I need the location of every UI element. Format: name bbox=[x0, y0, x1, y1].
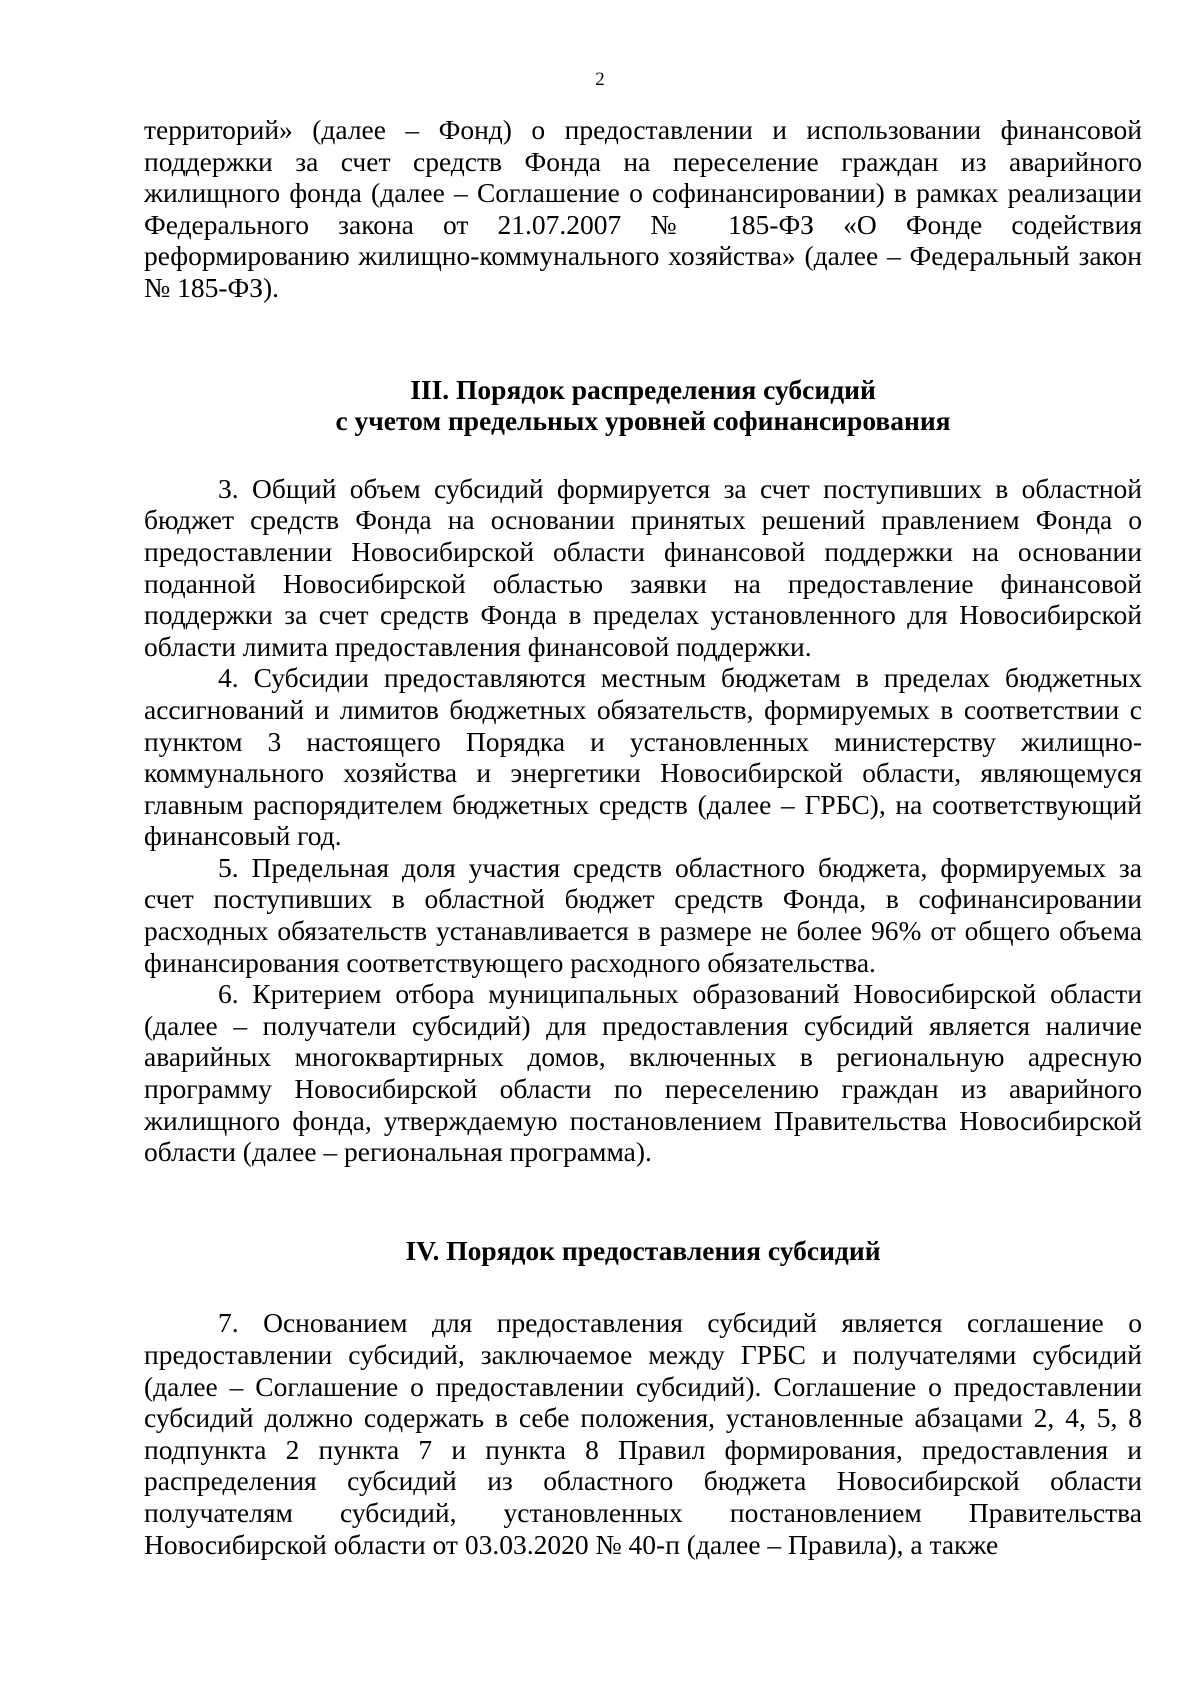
section-3-title-line-1: III. Порядок распределения субсидий bbox=[410, 373, 876, 405]
paragraph-3: 3. Общий объем субсидий формируется за счет поступивших в областной бюджет средств Фонда на основании принятых решений правлением Фонда о предоставлении Новосибирской области финансовой поддержки на основании поданной Новосибирской областью заявки на предоставление финансовой поддержки за счет средств Фонда в пределах установленного для Новосибирской области лимита предоставления финансовой поддержки. bbox=[144, 472, 1142, 662]
page-number: 2 bbox=[595, 69, 605, 90]
section-4-heading: IV. Порядок предоставления субсидий bbox=[405, 1234, 881, 1266]
paragraph-6: 6. Критерием отбора муниципальных образований Новосибирской области (далее – получатели субсидий) для предоставления субсидий является наличие аварийных многоквартирных домов, включенных в региональную адресную программу Новосибирской области по переселению граждан из аварийного жилищного фонда, утверждаемую постановлением Правительства Новосибирской области (далее – региональная программа). bbox=[144, 978, 1142, 1168]
paragraph-7: 7. Основанием для предоставления субсидий является соглашение о предоставлении субсидий, заключаемое между ГРБС и получателями субсидий (далее – Соглашение о предоставлении субсидий). Соглашение о предоставлении субсидий должно содержать в себе положения, установленные абзацами 2, 4, 5, 8 подпункта 2 пункта 7 и пункта 8 Правил формирования, предоставления и распределения субсидий из областного бюджета Новосибирской области получателям субсидий, установленных постановлением Правительства Новосибирской области от 03.03.2020 № 40-п (далее – Правила), а также bbox=[144, 1307, 1142, 1560]
paragraph-5: 5. Предельная доля участия средств областного бюджета, формируемых за счет поступивших в областной бюджет средств Фонда, в софинансировании расходных обязательств устанавливается в размере не более 96% от общего объема финансирования соответствующего расходного обязательства. bbox=[144, 851, 1142, 978]
intro-paragraph: территорий» (далее – Фонд) о предоставлении и использовании финансовой поддержки за счет средств Фонда на переселение граждан из аварийного жилищного фонда (далее – Соглашение о софинансировании) в рамках реализации Федерального закона от 21.07.2007 № 185-ФЗ «О Фонде содействия реформированию жилищно-коммунального хозяйства» (далее – Федеральный закон № 185-ФЗ). bbox=[144, 114, 1142, 303]
section-3-heading bbox=[144, 374, 1142, 437]
paragraph-4: 4. Субсидии предоставляются местным бюджетам в пределах бюджетных ассигнований и лимитов бюджетных обязательств, формируемых в соответствии с пунктом 3 настоящего Порядка и установленных министерству жилищно-коммунального хозяйства и энергетики Новосибирской области, являющемуся главным распорядителем бюджетных средств (далее – ГРБС), на соответствующий финансовый год. bbox=[144, 662, 1142, 852]
section-3-title-line-2: с учетом предельных уровней софинансирования bbox=[335, 405, 951, 437]
document-body bbox=[144, 114, 1142, 1560]
